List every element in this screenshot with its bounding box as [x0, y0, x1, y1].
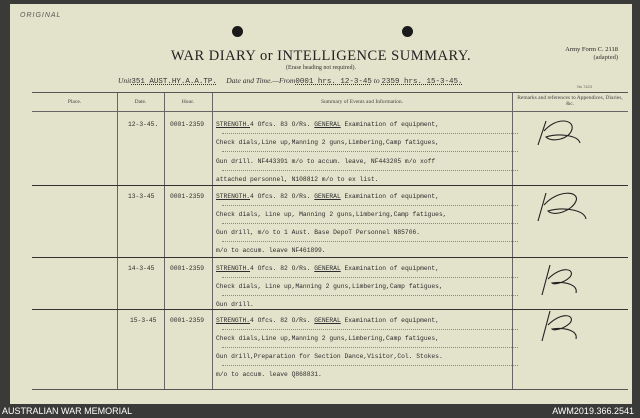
diary-table — [32, 92, 628, 390]
unit-date-line: Unit351 AUST.HY.A.A.TP. Date and Time.—From0001 hrs. 12-3-45 to 2359 hrs. 15-3-45. — [118, 76, 463, 86]
punch-hole — [402, 26, 413, 37]
entry-line: STRENGTH.4 Ofcs. 82 O/Rs. GENERAL Examination of equipment, — [216, 193, 439, 200]
entry-line: Gun drill. NF443391 m/o to accum. leave, NF443205 m/o xoff — [216, 158, 436, 165]
signature-initials — [532, 259, 588, 299]
signature-initials — [530, 115, 590, 151]
entry-hour: 0001-2359 — [170, 317, 205, 324]
header-hour: Hour. — [181, 99, 195, 105]
page-subtitle: (Erase heading not required). — [286, 65, 356, 71]
header-place: Place. — [67, 99, 82, 105]
date-from: 0001 hrs. 12-3-45 — [295, 78, 372, 86]
header-remarks: Remarks and references to Appendices, Diaries, &c. — [517, 95, 623, 107]
entry-hour: 0001-2359 — [170, 121, 205, 128]
footer-accession: AWM2019.366.2541 — [552, 406, 634, 416]
print-code: Ns 7423 — [577, 84, 592, 89]
page-title: WAR DIARY or INTELLIGENCE SUMMARY. — [170, 48, 472, 64]
entry-line: Check dials,Line up,Manning 2 guns,Limbering,Camp fatigues, — [216, 139, 439, 146]
entry-line: m/o to accum. leave Q868831. — [216, 371, 322, 378]
entry-hour: 0001-2359 — [170, 265, 205, 272]
header-summary: Summary of Events and Information. — [320, 99, 404, 105]
entry-date: 15-3-45 — [130, 317, 157, 324]
entry-date: 12-3-45. — [128, 121, 159, 128]
entry-line: STRENGTH.4 Ofcs. 82 O/Rs. GENERAL Examination of equipment, — [216, 265, 439, 272]
entry-date: 14-3-45 — [128, 265, 155, 272]
entry-line: STRENGTH.4 Ofcs. 83 O/Rs. GENERAL Examination of equipment, — [216, 121, 439, 128]
signature-initials — [532, 187, 596, 227]
entry-line: Gun drill. — [216, 301, 254, 308]
signature-initials — [532, 305, 588, 345]
entry-line: STRENGTH.4 Ofcs. 82 O/Rs. GENERAL Examination of equipment, — [216, 317, 439, 324]
date-to: 2359 hrs. 15-3-45. — [381, 78, 463, 86]
entry-line: Check dials, Line up,Manning 2 guns,Limbering,Camp fatigues, — [216, 283, 443, 290]
entry-hour: 0001-2359 — [170, 193, 205, 200]
entry-line: Check dials,Line up,Manning 2 guns,Limbering,Camp fatigues, — [216, 335, 439, 342]
entry-date: 13-3-45 — [128, 193, 155, 200]
footer-source: AUSTRALIAN WAR MEMORIAL — [2, 406, 133, 416]
diary-page — [10, 4, 632, 404]
punch-hole — [232, 26, 243, 37]
form-number: Army Form C. 2118 (adapted) — [565, 46, 618, 61]
header-date: Date. — [134, 99, 147, 105]
entry-line: Gun drill, m/o to 1 Aust. Base DepoT Personnel N85706. — [216, 229, 421, 236]
unit-value: 351 AUST.HY.A.A.TP. — [131, 78, 217, 86]
entry-line: Check dials, Line up, Manning 2 guns,Limbering,Camp fatigues, — [216, 211, 447, 218]
entry-line: attached personnel, N108812 m/o to ex list. — [216, 176, 379, 183]
entry-line: m/o to accum. leave NF461899. — [216, 247, 326, 254]
entry-line: Gun drill,Preparation for Section Dance,Visitor,Col. Stokes. — [216, 353, 443, 360]
original-marking: ORIGINAL — [20, 12, 62, 19]
